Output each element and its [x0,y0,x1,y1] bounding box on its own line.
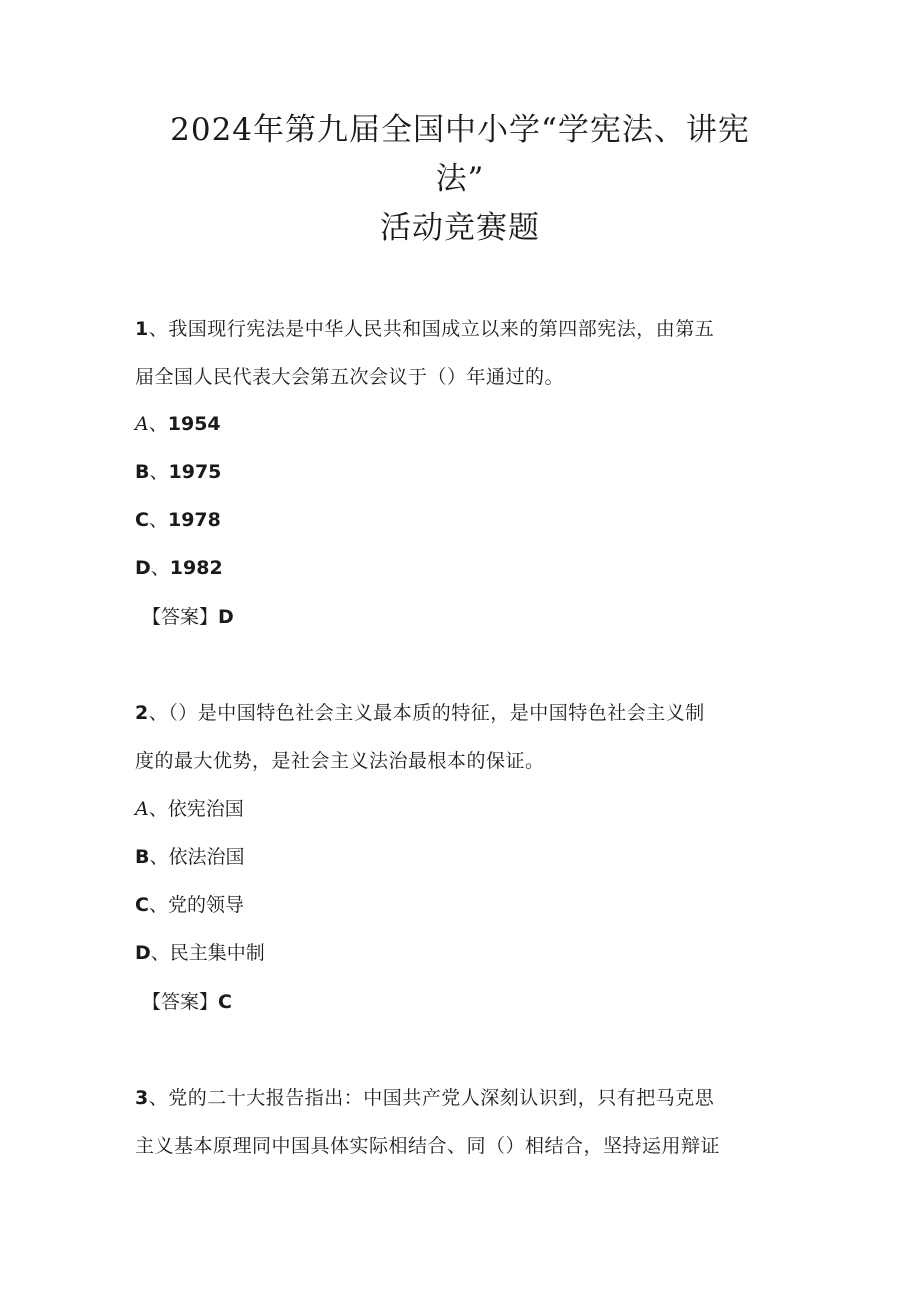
option-separator: 、 [148,413,168,435]
option-letter: C [135,894,149,916]
question-1-separator: 、 [148,318,169,340]
question-1-answer [142,602,234,632]
option-letter: D [135,557,151,579]
option-separator: 、 [150,942,170,964]
option-text: 1954 [167,413,221,435]
option-text: 依法治国 [168,846,245,868]
option-letter: D [135,942,151,964]
question-2-separator: 、 [148,702,169,724]
question-3-separator: 、 [148,1087,169,1109]
question-1-option-d [135,553,223,583]
option-text: 党的领导 [167,894,244,916]
question-1-number: 1 [135,318,149,340]
option-text: 依宪治国 [167,798,244,820]
question-2-option-d [135,938,265,968]
question-2-option-b [135,842,245,872]
title-line-3: 活动竞赛题 [380,210,540,246]
answer-label: 【答案】 [142,606,219,628]
option-letter: B [135,846,150,868]
option-letter: A [135,413,149,435]
title-line-2: 法” [435,161,485,197]
question-1-option-b [135,457,221,487]
question-3-number: 3 [135,1087,149,1109]
question-2-line-1 [135,698,795,728]
question-2-number: 2 [135,702,149,724]
option-letter: C [135,509,149,531]
option-text: 民主集中制 [169,942,265,964]
question-1-line-2: 届全国人民代表大会第五次会议于（）年通过的。 [135,366,565,388]
question-3-text-line-1: 党的二十大报告指出：中国共产党人深刻认识到，只有把马克思 [168,1087,715,1109]
option-letter: A [135,798,149,820]
option-separator: 、 [148,894,168,916]
option-separator: 、 [149,846,169,868]
question-1-line-1 [135,314,795,344]
question-2-option-a [135,794,244,824]
option-text: 1978 [167,509,221,531]
answer-label: 【答案】 [142,991,219,1013]
question-3-line-1 [135,1083,795,1113]
option-separator: 、 [148,509,168,531]
option-letter: B [135,461,150,483]
title-line-1: 2024年第九届全国中小学“学宪法、讲宪 [170,112,750,148]
question-1-option-c [135,505,221,535]
question-2-option-c [135,890,244,920]
question-2-line-2: 度的最大优势，是社会主义法治最根本的保证。 [135,750,545,772]
option-separator: 、 [148,798,168,820]
option-text: 1975 [168,461,222,483]
question-1-text-line-1: 我国现行宪法是中华人民共和国成立以来的第四部宪法，由第五 [168,318,715,340]
question-2-answer [142,987,232,1017]
question-2-text-line-1: （）是中国特色社会主义最本质的特征，是中国特色社会主义制 [168,702,705,724]
answer-value: C [218,991,232,1013]
question-3-line-2: 主义基本原理同中国具体实际相结合、同（）相结合，坚持运用辩证 [135,1135,721,1157]
option-text: 1982 [169,557,223,579]
question-1-option-a [135,409,221,439]
option-separator: 、 [150,557,170,579]
answer-value: D [218,606,234,628]
option-separator: 、 [149,461,169,483]
